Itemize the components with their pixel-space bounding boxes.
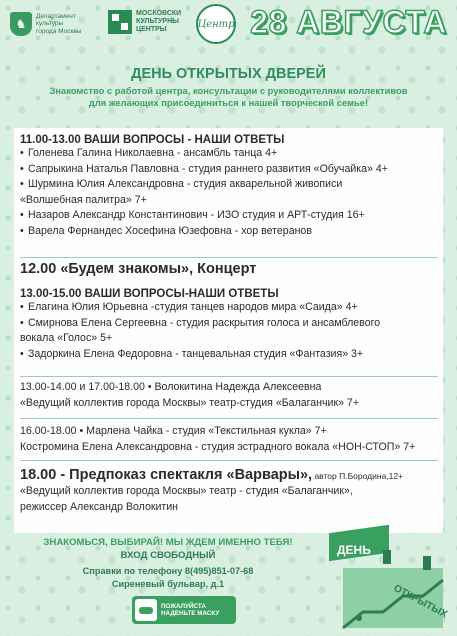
subtitle-line: для желающих присоединиться к нашей творческой семье! [88,97,369,108]
list-item: • Варела Фернандес Хосефина Юзефовна - хор ветеранов [20,224,312,237]
divider [20,418,438,419]
divider [20,257,438,258]
list-item: • Смирнова Елена Сергеевна - студия раскрытия голоса и ансамблевого [20,316,381,329]
footer-slogan: ЗНАКОМЬСЯ, ВЫБИРАЙ! МЫ ЖДЕМ ИМЕННО ТЕБЯ! [43,537,293,548]
section-heading: 13.00-15.00 ВАШИ ВОПРОСЫ-НАШИ ОТВЕТЫ [20,288,279,300]
mkc-square-icon [108,10,132,34]
list-item: • Голенева Галина Николаевна - ансамбль танца 4+ [20,147,278,159]
list-item: • Шурмина Юлия Александровна - студия акварельной живописи [20,178,343,190]
section-theater-studio [20,380,440,411]
schedule-line: 13.00-14.00 и 17.00-18.00 • Волокитина Надежда Алексеевна [20,381,322,393]
list-item: • Назаров Александр Константинович - ИЗО студия и АРТ-студия 16+ [20,209,365,221]
premiere-line: «Ведущий коллектив города Москвы» театр - студия «Балаганчик», [20,485,353,497]
concert-heading: 12.00 «Будем знакомы», Концерт [20,261,257,277]
footer-address: Сиреневый бульвар, д.1 [111,579,225,589]
event-subtitle [20,85,437,109]
schedule-line: 16.00-18.00 • Марлена Чайка - студия «Текстильная кукла» 7+ [20,425,327,437]
dept-line: культуры [36,20,64,28]
section-qa-morning [20,134,440,239]
dept-line: Департамент [36,12,76,20]
mkc-line: КУЛЬТУРНЫ [136,18,179,25]
illu-word-day: ДЕНЬ [337,543,371,557]
section-textile-vocal [20,424,440,455]
subtitle-line: Знакомство с работой центра, консультации с руководителями коллективов [49,85,408,96]
dept-culture-text [36,13,100,36]
divider [20,460,438,461]
list-item: • Задоркина Елена Федоровна - танцевальная студия «Фантазия» 3+ [20,347,364,360]
section-heading: 11.00-13.00 ВАШИ ВОПРОСЫ - НАШИ ОТВЕТЫ [20,134,285,146]
divider [20,376,438,377]
section-concert [20,261,440,277]
premiere-line: режиссер Александр Волокитин [20,500,179,513]
schedule-line: Костромина Елена Александровна - студия эстрадного вокала «НОН-СТОП» 7+ [20,440,416,453]
premiere-heading-row [20,466,440,484]
footer-entry: ВХОД СВОБОДНЫЙ [120,550,216,561]
mask-line: ПОЖАЛУЙСТА [161,602,206,610]
section-premiere [20,466,440,515]
moscow-crest-icon: ♞ [10,12,32,36]
dept-culture-logo [10,12,100,36]
list-item: • Елагина Юлия Юрьевна -студия танцев народов мира «Саида» 4+ [20,301,358,313]
mkc-line: МОСКОВСКИ [136,10,182,17]
schedule-line: «Ведущий коллектив города Москвы» театр-студия «Балаганчик» 7+ [20,396,359,409]
premiere-author: автор П.Бородина,12+ [312,471,404,481]
mask-text [161,603,219,618]
round-logo-icon: Центр [196,4,236,44]
section-qa-afternoon [20,288,440,362]
center-round-logo [196,4,236,44]
list-item-continuation: «Волшебная палитра» 7+ [20,193,147,206]
mkc-line: ЦЕНТРЫ [136,26,167,33]
event-title: ДЕНЬ ОТКРЫТЫХ ДВЕРЕЙ [131,66,326,82]
list-item: • Сапрыкина Наталья Павловна - студия раннего развития «Обучайка» 4+ [20,162,388,175]
illu-word-open: ОТКРЫТЫХ [391,582,449,621]
mask-reminder-badge [132,596,236,624]
face-mask-icon [135,599,157,621]
mask-line: НАДЕНЬТЕ МАСКУ [161,610,220,617]
open-day-building-illustration [323,520,453,632]
footer-phone: Справки по телефону 8(495)851-07-68 [82,566,254,576]
event-date: 28 АВГУСТА [250,4,447,40]
moscow-culture-centers-logo [108,10,208,34]
list-item-continuation: вокала «Голос» 5+ [20,332,113,344]
dept-line: города Москвы [36,27,82,35]
premiere-heading: 18.00 - Предпоказ спектакля «Варвары», [20,467,313,483]
